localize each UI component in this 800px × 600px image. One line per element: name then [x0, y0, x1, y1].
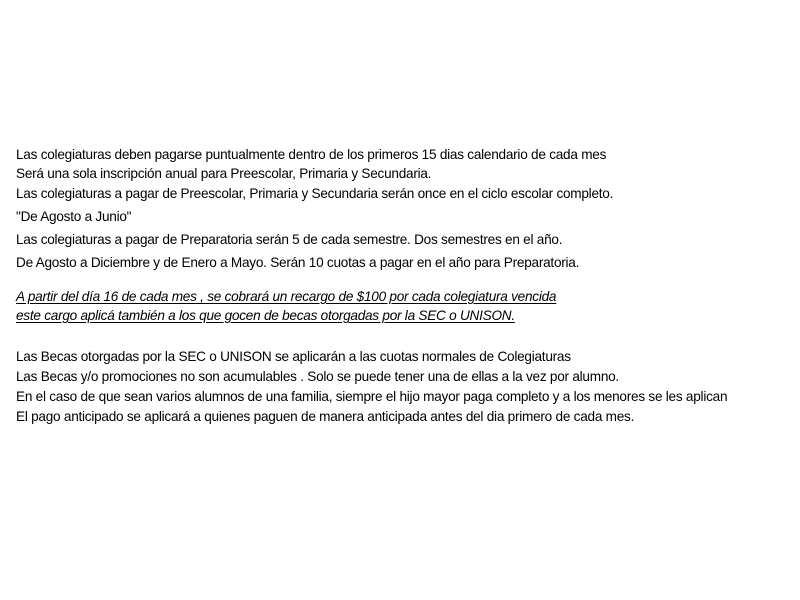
late-fee-warning: A partir del día 16 de cada mes , se cobrará un recargo de $100 por cada colegiatura vencida	[16, 289, 557, 304]
late-fee-warning: este cargo aplicá también a los que gocen de becas otorgadas por la SEC o UNISON.	[16, 308, 515, 323]
text-line: Las colegiaturas a pagar de Preparatoria serán 5 de cada semestre. Dos semestres en el año.	[16, 232, 563, 247]
text-line: De Agosto a Diciembre y de Enero a Mayo. Serán 10 cuotas a pagar en el año para Preparatoria.	[16, 255, 580, 270]
text-line: Será una sola inscripción anual para Preescolar, Primaria y Secundaria.	[16, 166, 432, 181]
text-line: Las Becas otorgadas por la SEC o UNISON se aplicarán a las cuotas normales de Colegiaturas	[16, 349, 571, 364]
text-line: Las colegiaturas deben pagarse puntualmente dentro de los primeros 15 dias calendario de cada mes	[16, 147, 607, 162]
text-line: "De Agosto a Junio"	[16, 209, 132, 224]
text-line: Las Becas y/o promociones no son acumulables . Solo se puede tener una de ellas a la vez por alumno.	[16, 369, 619, 384]
text-line: Las colegiaturas a pagar de Preescolar, Primaria y Secundaria serán once en el ciclo escolar completo.	[16, 186, 614, 201]
text-line: El pago anticipado se aplicará a quienes paguen de manera anticipada antes del dia primero de cada mes.	[16, 409, 635, 424]
text-line: En el caso de que sean varios alumnos de una familia, siempre el hijo mayor paga completo y a los menores se les aplican	[16, 389, 728, 404]
